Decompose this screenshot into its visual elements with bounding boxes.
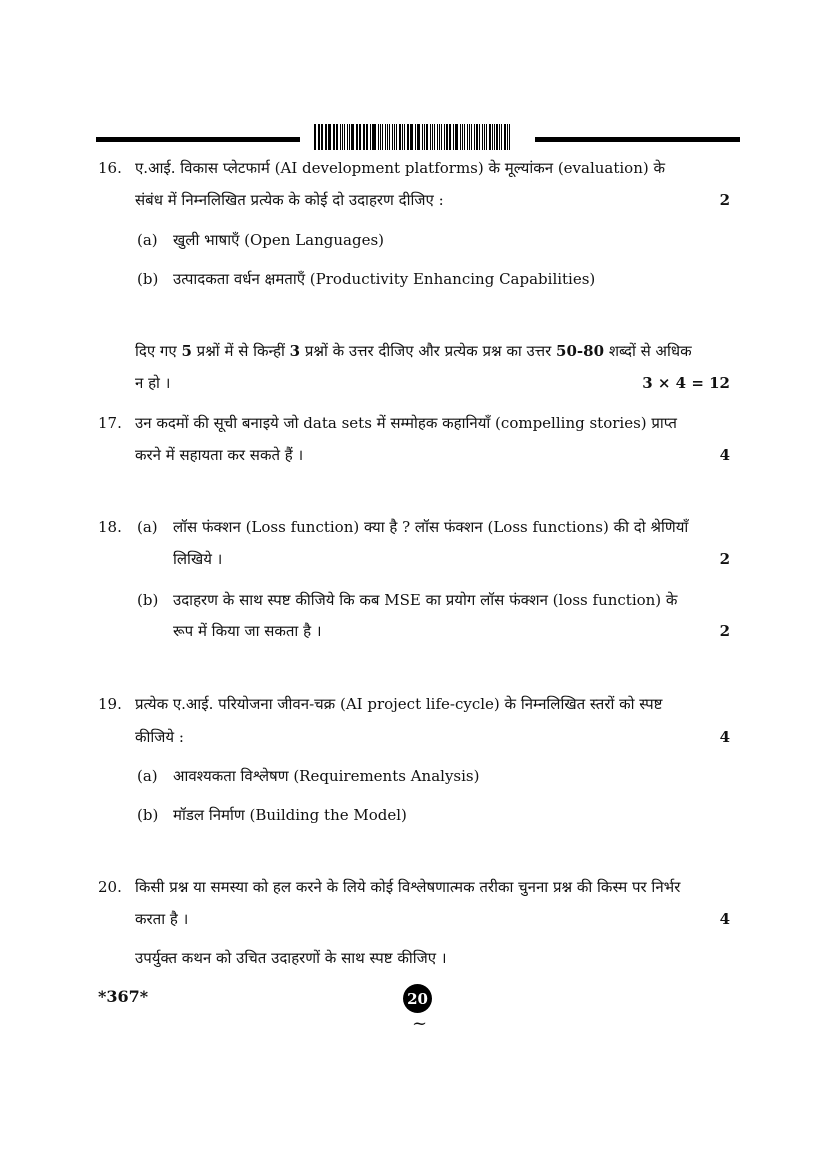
barcode-bar — [387, 124, 388, 150]
barcode-bar — [394, 124, 396, 150]
instruction-count-attempt: 3 — [289, 342, 301, 360]
barcode-bar — [441, 124, 442, 150]
barcode-bar — [467, 124, 468, 150]
barcode-bar — [402, 124, 403, 150]
barcode-bar — [507, 124, 508, 150]
barcode-bar — [342, 124, 343, 150]
barcode-bar — [499, 124, 500, 150]
barcode-bar — [460, 124, 461, 150]
q19-line1: प्रत्येक ए.आई. परियोजना जीवन-चक्र (AI project life-cycle) के निम्नलिखित स्तरों को स्पष्ट — [135, 695, 663, 713]
q19-a-label: (a) — [137, 767, 158, 785]
barcode-bar — [494, 124, 495, 150]
barcode-bar — [378, 124, 380, 150]
barcode-bar — [504, 124, 506, 150]
barcode-bar — [415, 124, 416, 150]
barcode-bar — [446, 124, 448, 150]
barcode-bar — [373, 124, 375, 150]
paper-code: *367* — [98, 987, 149, 1006]
q20-line3: उपर्युक्त कथन को उचित उदाहरणों के साथ स्पष्ट कीजिए । — [135, 949, 447, 967]
barcode-bar — [479, 124, 480, 150]
barcode-bar — [476, 124, 478, 150]
q16-a-text: खुली भाषाएँ (Open Languages) — [173, 231, 384, 249]
q18-b-marks: 2 — [719, 622, 730, 640]
q16-b-label: (b) — [137, 270, 159, 288]
barcode-bar — [364, 124, 365, 150]
barcode-bar — [372, 124, 373, 150]
barcode-bar — [399, 124, 401, 150]
instruction-line1 — [135, 341, 692, 361]
q17-marks: 4 — [719, 446, 730, 464]
barcode-bar — [455, 124, 456, 150]
barcode-bar — [334, 124, 335, 150]
barcode-bar — [392, 124, 393, 150]
barcode-bar — [432, 124, 434, 150]
barcode-bar — [484, 124, 486, 150]
barcode-bar — [424, 124, 425, 150]
q18-a-line1: लॉस फंक्शन (Loss function) क्या है ? लॉस फंक्शन (Loss functions) की दो श्रेणियाँ — [173, 518, 689, 536]
q16-marks: 2 — [719, 191, 730, 209]
q16-number: 16. — [98, 159, 122, 177]
q16-b-text: उत्पादकता वर्धन क्षमताएँ (Productivity Enhancing Capabilities) — [173, 270, 596, 288]
instruction-count-given: 5 — [181, 342, 192, 360]
barcode-bar — [464, 124, 466, 150]
instruction-part4: शब्दों से अधिक — [608, 342, 692, 360]
barcode-bar — [344, 124, 345, 150]
q18-a-line2: लिखिये । — [173, 550, 223, 568]
instruction-word-limit: 50-80 — [556, 342, 605, 360]
barcode-bar — [482, 124, 483, 150]
q20-line2: करता है । — [135, 910, 189, 928]
barcode-bar — [486, 124, 487, 150]
barcode-bar — [471, 124, 473, 150]
q18-a-label: (a) — [137, 518, 158, 536]
barcode-bar — [501, 124, 502, 150]
barcode-bar — [509, 124, 511, 150]
barcode-bar — [449, 124, 451, 150]
barcode-bar — [380, 124, 381, 150]
barcode-bar — [407, 124, 409, 150]
barcode-bar — [333, 124, 334, 150]
barcode-bar — [321, 124, 323, 150]
barcode-bar — [453, 124, 454, 150]
q19-b-text: मॉडल निर्माण (Building the Model) — [173, 806, 407, 824]
barcode-bar — [462, 124, 463, 150]
barcode-bar — [347, 124, 348, 150]
page-tilde: ~ — [412, 1013, 428, 1034]
barcode-bar — [370, 124, 371, 150]
instruction-line2: न हो । — [135, 374, 171, 392]
barcode-bar — [496, 124, 498, 150]
barcode-bar — [318, 124, 319, 150]
barcode-bar — [325, 124, 326, 150]
q19-marks: 4 — [719, 728, 730, 746]
barcode-bar — [410, 124, 411, 150]
q19-line2: कीजिये : — [135, 728, 184, 746]
q16-line2: संबंध में निम्नलिखित प्रत्येक के कोई दो उदाहरण दीजिए : — [135, 191, 444, 209]
barcode-bar — [351, 124, 353, 150]
q16-line1: ए.आई. विकास प्लेटफार्म (AI development platforms) के मूल्यांकन (evaluation) के — [135, 159, 666, 177]
q19-a-text: आवश्यकता विश्लेषण (Requirements Analysis) — [173, 767, 480, 785]
barcode-bar — [418, 124, 420, 150]
q18-b-label: (b) — [137, 591, 159, 609]
header-rule-right — [535, 137, 740, 142]
q19-number: 19. — [98, 695, 122, 713]
barcode-image — [314, 124, 512, 150]
barcode-bar — [366, 124, 368, 150]
barcode-bar — [349, 124, 351, 150]
barcode-bar — [469, 124, 470, 150]
barcode-bar — [357, 124, 358, 150]
barcode-bar — [426, 124, 428, 150]
barcode-bar — [411, 124, 413, 150]
barcode-bar — [444, 124, 445, 150]
q19-b-label: (b) — [137, 806, 159, 824]
barcode-bar — [422, 124, 423, 150]
q18-a-marks: 2 — [719, 550, 730, 568]
barcode-bar — [326, 124, 327, 150]
instruction-part3: प्रश्नों के उत्तर दीजिए और प्रत्येक प्रश्न का उत्तर — [304, 342, 552, 360]
instruction-part1: दिए गए — [135, 342, 177, 360]
barcode-bar — [437, 124, 438, 150]
q20-line1: किसी प्रश्न या समस्या को हल करने के लिये कोई विश्लेषणात्मक तरीका चुनना प्रश्न की किस्म पर निर्भर — [135, 878, 681, 896]
barcode-bar — [356, 124, 357, 150]
barcode-bar — [385, 124, 387, 150]
q18-b-line1: उदाहरण के साथ स्पष्ट कीजिये कि कब MSE का प्रयोग लॉस फंक्शन (loss function) के — [173, 591, 678, 609]
barcode-bar — [314, 124, 316, 150]
q16-a-label: (a) — [137, 231, 158, 249]
barcode-bar — [489, 124, 491, 150]
barcode-bar — [319, 124, 320, 150]
q20-marks: 4 — [719, 910, 730, 928]
barcode-bar — [417, 124, 418, 150]
q17-number: 17. — [98, 414, 122, 432]
barcode-bar — [382, 124, 383, 150]
barcode-bar — [359, 124, 361, 150]
barcode-bar — [328, 124, 330, 150]
barcode-bar — [336, 124, 338, 150]
q18-b-line2: रूप में किया जा सकता है । — [173, 622, 322, 640]
barcode-bar — [363, 124, 364, 150]
barcode-bar — [430, 124, 431, 150]
q17-line1: उन कदमों की सूची बनाइये जो data sets में सम्मोहक कहानियाँ (compelling stories) प्राप्त — [135, 414, 677, 432]
barcode-bar — [474, 124, 475, 150]
barcode-bar — [439, 124, 441, 150]
q18-number: 18. — [98, 518, 122, 536]
instruction-part2: प्रश्नों में से किन्हीं — [196, 342, 285, 360]
page-number-badge: 20 — [403, 984, 432, 1013]
barcode-bar — [340, 124, 342, 150]
q20-number: 20. — [98, 878, 122, 896]
instruction-marks: 3 × 4 = 12 — [642, 374, 730, 392]
barcode-bar — [396, 124, 397, 150]
barcode-bar — [404, 124, 405, 150]
barcode-bar — [492, 124, 493, 150]
q17-line2: करने में सहायता कर सकते हैं । — [135, 446, 304, 464]
barcode-bar — [456, 124, 458, 150]
header-rule-left — [96, 137, 300, 142]
barcode-bar — [434, 124, 435, 150]
barcode-bar — [389, 124, 390, 150]
